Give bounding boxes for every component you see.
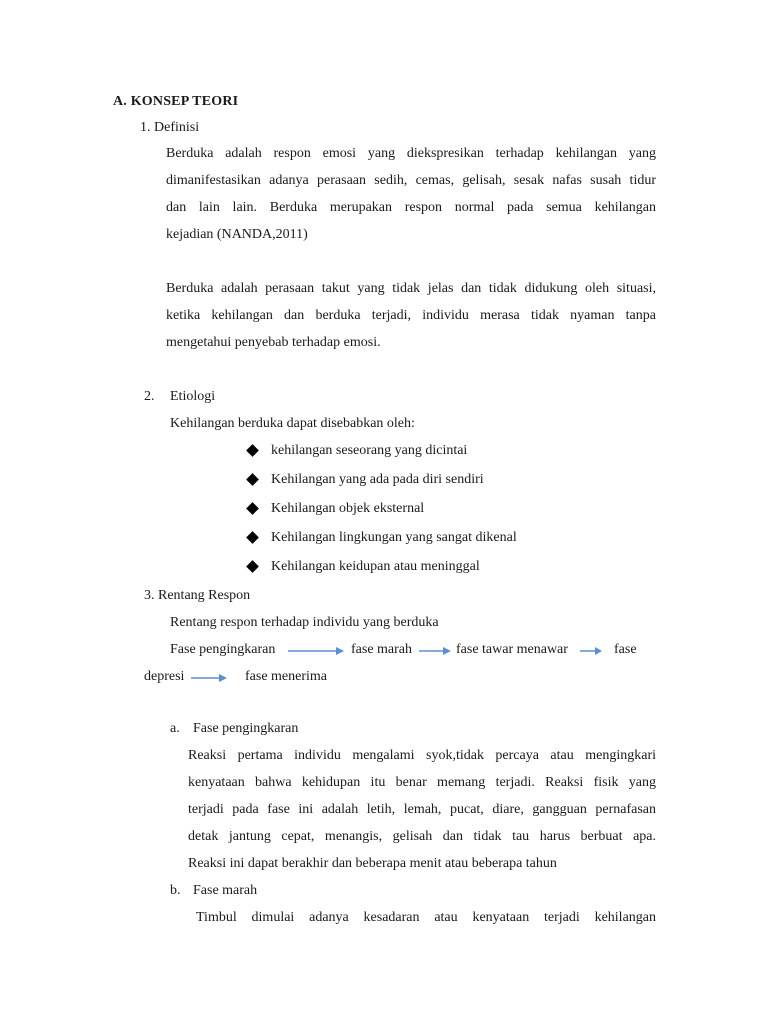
etiologi-bullet-2: Kehilangan yang ada pada diri sendiri: [271, 472, 484, 487]
definisi-p1-line-3: dan lain lain. Berduka merupakan respon normal pada semua kehilangan: [166, 200, 656, 215]
definisi-p2-line-1: Berduka adalah perasaan takut yang tidak jelas dan tidak didukung oleh situasi,: [166, 281, 656, 296]
fase-a-line-2: kenyataan bahwa kehidupan itu benar memang terjadi. Reaksi fisik yang: [188, 775, 656, 790]
etiologi-bullet-5: Kehilangan keidupan atau meninggal: [271, 559, 480, 574]
right-arrow-icon: [191, 673, 227, 683]
fase-a-line-5: Reaksi ini dapat berakhir dan beberapa menit atau beberapa tahun: [188, 856, 557, 871]
fase-a-title: Fase pengingkaran: [193, 721, 299, 736]
phase-anger: fase marah: [351, 642, 413, 657]
bullet-diamond-icon: [246, 473, 259, 486]
etiologi-bullet-4: Kehilangan lingkungan yang sangat dikenal: [271, 530, 517, 545]
right-arrow-icon: [288, 646, 344, 656]
phase-depression-part-1: fase: [614, 642, 637, 657]
etiologi-intro: Kehilangan berduka dapat disebabkan oleh:: [170, 416, 415, 431]
bullet-diamond-icon: [246, 531, 259, 544]
right-arrow-icon: [580, 646, 602, 656]
phase-depression-part-2: depresi: [144, 669, 185, 684]
etiologi-number: 2.: [144, 389, 155, 404]
etiologi-bullet-3: Kehilangan objek eksternal: [271, 501, 425, 516]
bullet-diamond-icon: [246, 560, 259, 573]
definisi-p2-line-3: mengetahui penyebab terhadap emosi.: [166, 335, 381, 350]
definisi-p2-line-2: ketika kehilangan dan berduka terjadi, individu merasa tidak nyaman tanpa: [166, 308, 656, 323]
fase-b-line-1: Timbul dimulai adanya kesadaran atau kenyataan terjadi kehilangan: [196, 910, 656, 925]
bullet-diamond-icon: [246, 502, 259, 515]
fase-a-letter: a.: [170, 721, 180, 736]
rentang-title: 3. Rentang Respon: [144, 588, 251, 603]
fase-a-line-4: detak jantung cepat, menangis, gelisah dan tidak tau harus berbuat apa.: [188, 829, 656, 844]
definisi-p1-line-4: kejadian (NANDA,2011): [166, 227, 308, 242]
definisi-p1-line-2: dimanifestasikan adanya perasaan sedih, cemas, gelisah, sesak nafas susah tidur: [166, 173, 656, 188]
fase-b-letter: b.: [170, 883, 181, 898]
phase-bargaining: fase tawar menawar: [456, 642, 568, 657]
section-heading: A. KONSEP TEORI: [113, 94, 239, 109]
fase-a-line-1: Reaksi pertama individu mengalami syok,tidak percaya atau mengingkari: [188, 748, 656, 763]
rentang-intro: Rentang respon terhadap individu yang berduka: [170, 615, 439, 630]
right-arrow-icon: [419, 646, 451, 656]
etiologi-bullet-1: kehilangan seseorang yang dicintai: [271, 443, 468, 458]
definisi-p1-line-1: Berduka adalah respon emosi yang diekspresikan terhadap kehilangan yang: [166, 146, 656, 161]
etiologi-title: Etiologi: [170, 389, 216, 404]
bullet-diamond-icon: [246, 444, 259, 457]
definisi-title: 1. Definisi: [140, 120, 200, 135]
phase-acceptance: fase menerima: [245, 669, 328, 684]
fase-a-line-3: terjadi pada fase ini adalah letih, lemah, pucat, diare, gangguan pernafasan: [188, 802, 656, 817]
fase-b-title: Fase marah: [193, 883, 258, 898]
phase-denial: Fase pengingkaran: [170, 642, 276, 657]
